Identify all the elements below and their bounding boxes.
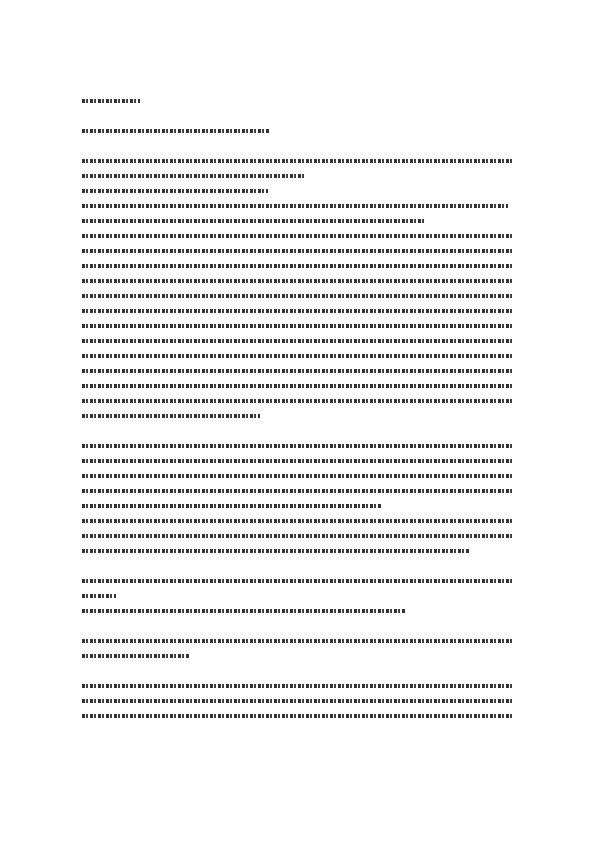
text-line bbox=[82, 473, 514, 479]
paragraph bbox=[82, 443, 514, 509]
text-line bbox=[82, 233, 514, 239]
text-line bbox=[82, 158, 514, 164]
paragraph bbox=[82, 203, 514, 224]
text-line bbox=[82, 173, 514, 179]
paragraph bbox=[82, 608, 514, 614]
text-line bbox=[82, 263, 514, 269]
text-line bbox=[82, 308, 514, 314]
text-line bbox=[82, 533, 514, 539]
text-line bbox=[82, 593, 514, 599]
text-line bbox=[82, 653, 514, 659]
paragraph bbox=[82, 683, 514, 719]
text-line bbox=[82, 698, 514, 704]
text-line bbox=[82, 203, 514, 209]
text-line bbox=[82, 638, 514, 644]
paragraph bbox=[82, 518, 514, 554]
text-line bbox=[82, 608, 514, 614]
text-line bbox=[82, 188, 514, 194]
text-line bbox=[82, 548, 514, 554]
paragraph bbox=[82, 638, 514, 659]
text-line bbox=[82, 278, 514, 284]
text-line bbox=[82, 683, 514, 689]
text-line bbox=[82, 488, 514, 494]
text-line bbox=[82, 398, 514, 404]
text-line bbox=[82, 443, 514, 449]
text-line bbox=[82, 458, 514, 464]
text-line bbox=[82, 383, 514, 389]
text-line bbox=[82, 353, 514, 359]
paragraph bbox=[82, 158, 514, 194]
text-line bbox=[82, 248, 514, 254]
text-line bbox=[82, 338, 514, 344]
paragraph bbox=[82, 578, 514, 599]
document-subheading bbox=[82, 128, 514, 134]
text-line bbox=[82, 518, 514, 524]
text-line bbox=[82, 218, 514, 224]
text-line bbox=[82, 578, 514, 584]
text-line bbox=[82, 293, 514, 299]
document-body bbox=[82, 98, 514, 719]
document-heading bbox=[82, 98, 514, 104]
text-line bbox=[82, 503, 514, 509]
paragraph bbox=[82, 233, 514, 419]
text-line bbox=[82, 323, 514, 329]
text-line bbox=[82, 413, 514, 419]
text-line bbox=[82, 713, 514, 719]
text-line bbox=[82, 368, 514, 374]
